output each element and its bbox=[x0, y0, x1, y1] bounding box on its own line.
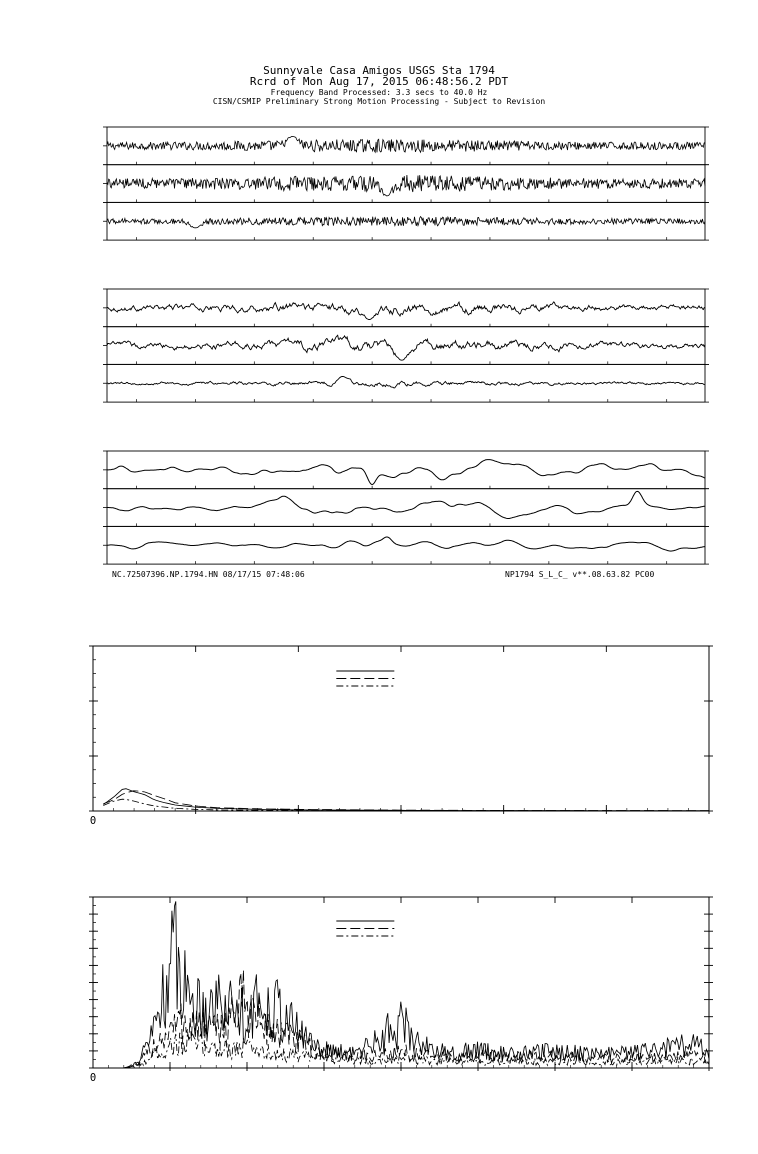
ts-trace bbox=[107, 377, 705, 389]
spectrum-frame bbox=[93, 646, 709, 811]
spectral-acceleration-group bbox=[89, 646, 713, 827]
ts-trace bbox=[107, 491, 705, 518]
footer-left-label: NC.72507396.NP.1794.HN 08/17/15 07:48:06 bbox=[112, 570, 305, 579]
header-line3: Frequency Band Processed: 3.3 secs to 40.0 Hz bbox=[270, 88, 488, 97]
footer-right-label: NP1794 S_L_C_ v**.08.63.82 PC00 bbox=[505, 570, 655, 579]
fourier-spectrum-group bbox=[89, 897, 713, 1084]
ts-panel-1 bbox=[103, 127, 709, 240]
spectrum-curve bbox=[103, 791, 709, 811]
time-series-group bbox=[103, 127, 709, 564]
ts-trace bbox=[107, 460, 705, 485]
spectrum-xtick-origin: 0 bbox=[89, 815, 97, 827]
ts-trace bbox=[107, 335, 705, 360]
spectrum-curve bbox=[124, 901, 709, 1068]
ts-trace bbox=[107, 136, 705, 152]
ts-trace bbox=[107, 175, 705, 196]
header-line1: Sunnyvale Casa Amigos USGS Sta 1794 bbox=[263, 64, 495, 77]
header-line2: Rcrd of Mon Aug 17, 2015 06:48:56.2 PDT bbox=[249, 75, 509, 88]
ts-trace bbox=[107, 217, 705, 228]
ts-trace bbox=[107, 302, 705, 320]
ts-strip-frame bbox=[107, 364, 705, 402]
header-line4: CISN/CSMIP Preliminary Strong Motion Processing - Subject to Revision bbox=[212, 97, 546, 106]
spectrum-curve bbox=[103, 799, 709, 811]
spectrum-xtick-origin: 0 bbox=[89, 1072, 97, 1084]
ts-strip-frame bbox=[107, 327, 705, 365]
ts-strip-frame bbox=[107, 451, 705, 489]
ts-panel-2 bbox=[103, 289, 709, 402]
ts-panel-3 bbox=[103, 451, 709, 564]
spectrum-curve bbox=[103, 789, 709, 811]
ts-trace bbox=[107, 537, 705, 551]
